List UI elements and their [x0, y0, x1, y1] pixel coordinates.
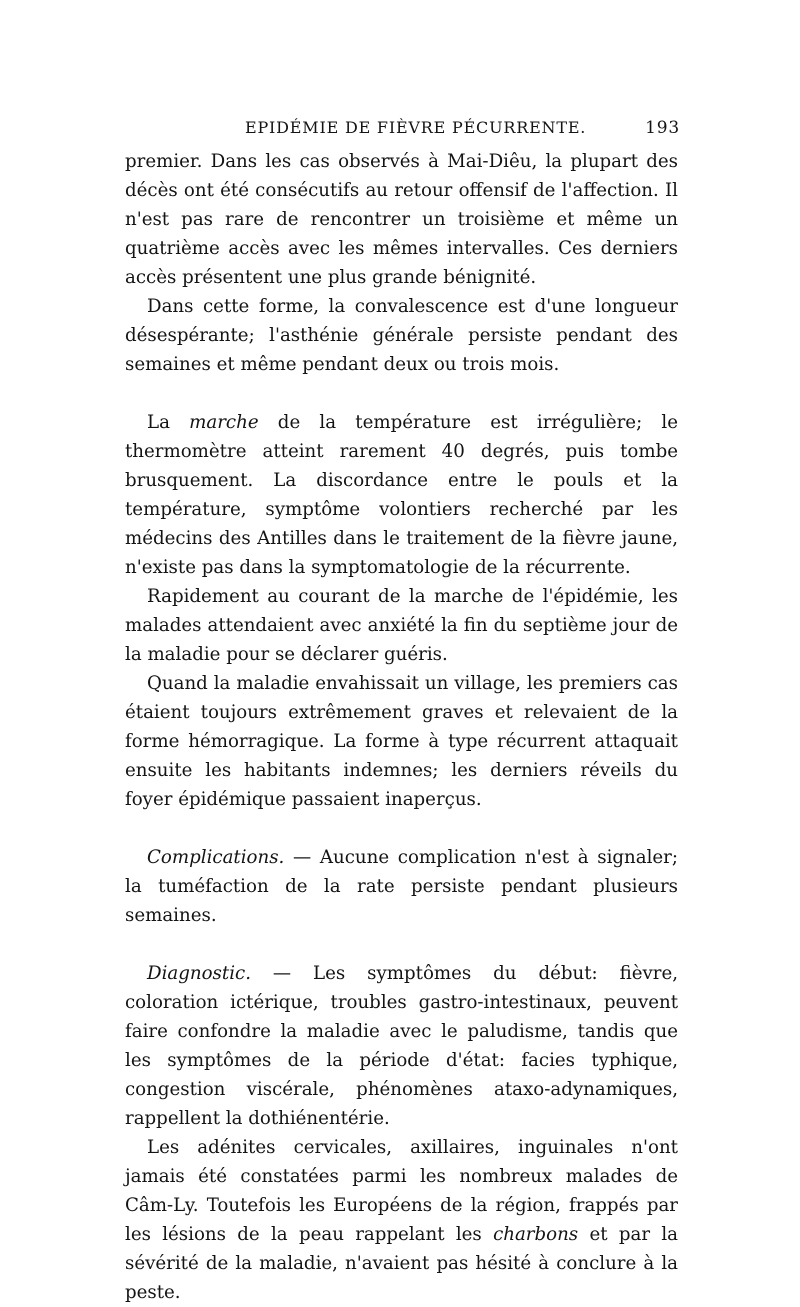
paragraph-lead: Les adénites cervicales, axillaires, inguinales n'ont jamais été constatées parmi les nombreux malades de Câm-Ly. Toutefois les Européens de la région, frappés par les lésions de la peau rappelant les [125, 1137, 678, 1245]
paragraph-rest: — Les symptômes du début: fièvre, coloration ictérique, troubles gastro-intestinaux, peuvent faire confondre la maladie avec le paludisme, tandis que les symptômes de la période d'état: facies typhique, congestion viscérale, phénomènes ataxo-adynamiques, rappellent la dothiénentérie. [125, 963, 678, 1129]
page-number: 193 [645, 118, 680, 138]
paragraph-rest: — Aucune complication n'est à signaler; la tuméfaction de la rate persiste pendant plusieurs semaines. [125, 847, 678, 926]
section-label-diagnostic: Diagnostic. [147, 963, 251, 984]
paragraph-lead: La [147, 412, 190, 433]
paragraph-continuation: premier. Dans les cas observés à Mai-Diêu, la plupart des décès ont été consécutifs au retour offensif de l'affection. Il n'est pas rare de rencontrer un troisième et même un quatrième accès avec les mêmes intervalles. Ces derniers accès présentent une plus grande bénignité. [125, 151, 678, 288]
paragraph-temperature [125, 408, 678, 582]
italic-term-charbons: charbons [493, 1224, 579, 1245]
paragraph-village: Quand la maladie envahissait un village, les premiers cas étaient toujours extrêmement graves et relevaient de la forme hémorragique. La forme à type récurrent attaquait ensuite les habitants indemnes; les derniers réveils du foyer épidémique passaient inaperçus. [125, 673, 678, 810]
body-text [125, 147, 678, 1307]
section-label-complications: Complications. [147, 847, 285, 868]
paragraph-adenites [125, 1133, 678, 1307]
paragraph-rest: et par la sévérité de la maladie, n'avaient pas hésité à conclure à la peste. [125, 1224, 678, 1303]
paragraph-convalescence: Dans cette forme, la convalescence est d'une longueur désespérante; l'asthénie générale persiste pendant des semaines et même pendant deux ou trois mois. [125, 296, 678, 375]
italic-term-marche: marche [189, 412, 259, 433]
running-title: EPIDÉMIE DE FIÈVRE PÉCURRENTE. [245, 118, 587, 137]
paragraph-complications [125, 843, 678, 930]
paragraph-diagnostic [125, 959, 678, 1133]
paragraph-anxiety: Rapidement au courant de la marche de l'épidémie, les malades attendaient avec anxiété la fin du septième jour de la maladie pour se déclarer guéris. [125, 586, 678, 665]
paragraph-rest: de la température est irrégulière; le thermomètre atteint rarement 40 degrés, puis tombe brusquement. La discordance entre le pouls et la température, symptôme volontiers recherché par les médecins des Antilles dans le traitement de la fièvre jaune, n'existe pas dans la symptomatologie de la récurrente. [125, 412, 678, 578]
